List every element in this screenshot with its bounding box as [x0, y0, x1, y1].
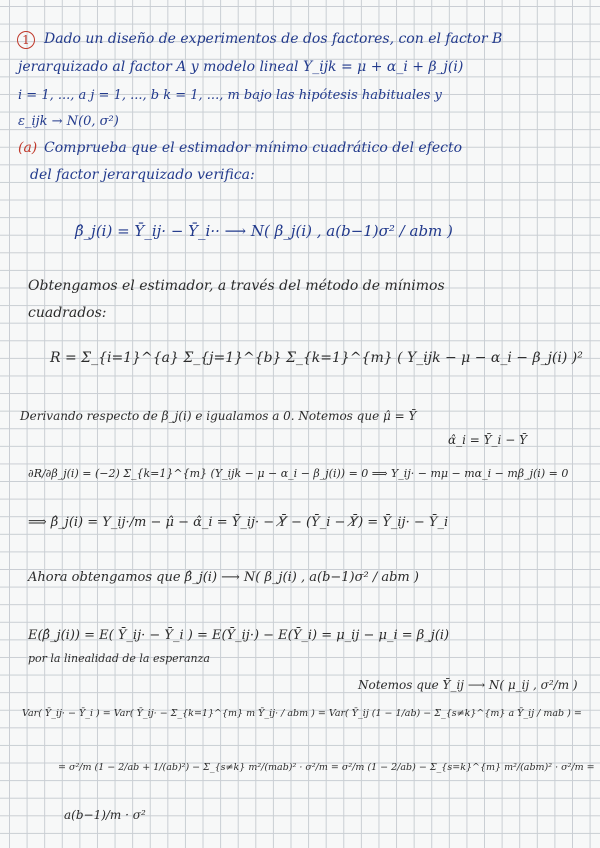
derivation-text: Derivando respecto de β_j(i) e igualamos a 0. Notemos que μ̂ = Ȳ	[20, 409, 417, 423]
beta-hat-result: ⟹ β̂_j(i) = Y_ij·/m − μ̂ − α̂_i = Ȳ_ij· − Ȳ̸ − (Ȳ_i − Ȳ̸) = Ȳ_ij· − Ȳ_i	[28, 515, 449, 530]
part-a-formula: β̂_j(i) = Ȳ_ij· − Ȳ_i·· ⟶ N( β_j(i) , a(b−1)σ² / abm )	[75, 222, 453, 240]
linearity-note: por la linealidad de la esperanza	[28, 652, 210, 665]
problem-line-3: i = 1, ..., a j = 1, ..., b k = 1, ..., m bajo las hipótesis habituales y	[18, 88, 442, 103]
part-a-line-2: del factor jerarquizado verifica:	[30, 167, 255, 183]
variance-line-3: a(b−1)/m · σ²	[64, 808, 146, 822]
now-text: Ahora obtengamos que β̂_j(i) ⟶ N( β_j(i) , a(b−1)σ² / abm )	[28, 570, 419, 585]
problem-line-2: jerarquizado al factor A y modelo lineal Y_ijk = μ + α_i + β_j(i)	[18, 59, 464, 75]
problem-line-4: ε_ijk → N(0, σ²)	[18, 114, 119, 129]
distribution-note: Notemos que Ȳ_ij ⟶ N( μ_ij , σ²/m )	[358, 678, 578, 692]
r-formula: R = Σ_{i=1}^{a} Σ_{j=1}^{b} Σ_{k=1}^{m} ( Y_ijk − μ − α_i − β_j(i) )²	[50, 350, 583, 366]
variance-line-1: Var( Ȳ_ij· − Ȳ_i ) = Var( Ȳ_ij· − Σ_{k=1}^{m} m Ȳ_ij· / abm ) = Var( Ȳ_ij (1 − 1/ab) − Σ_{s≠k}^{m} a Ȳ_ij / mab ) =	[22, 708, 582, 719]
derivative-equation: ∂R/∂β_j(i) = (−2) Σ_{k=1}^{m} (Y_ijk − μ − α_i − β_j(i)) = 0 ⟹ Y_ij· − mμ − mα_i − mβ_j(i) = 0	[28, 467, 569, 480]
solution-line-1: Obtengamos el estimador, a través del método de mínimos	[28, 278, 445, 294]
problem-line-1: Dado un diseño de experimentos de dos factores, con el factor B	[44, 31, 503, 47]
part-a-label: (a)	[18, 140, 38, 156]
part-a-line-1: Comprueba que el estimador mínimo cuadrático del efecto	[44, 140, 463, 156]
expectation-equation: E(β̂_j(i)) = E( Ȳ_ij· − Ȳ_i ) = E(Ȳ_ij·) − E(Ȳ_i) = μ_ij − μ_i = β_j(i)	[28, 628, 450, 643]
variance-line-2: = σ²/m (1 − 2/ab + 1/(ab)²) − Σ_{s≠k} m²/(mab)² · σ²/m = σ²/m (1 − 2/ab) − Σ_{s=k}^{m} m²/(abm)² · σ²/m =	[58, 762, 595, 773]
alpha-hat-note: α̂_i = Ȳ_i − Ȳ	[448, 433, 527, 447]
solution-line-2: cuadrados:	[28, 305, 107, 321]
problem-number: 1	[17, 31, 35, 49]
